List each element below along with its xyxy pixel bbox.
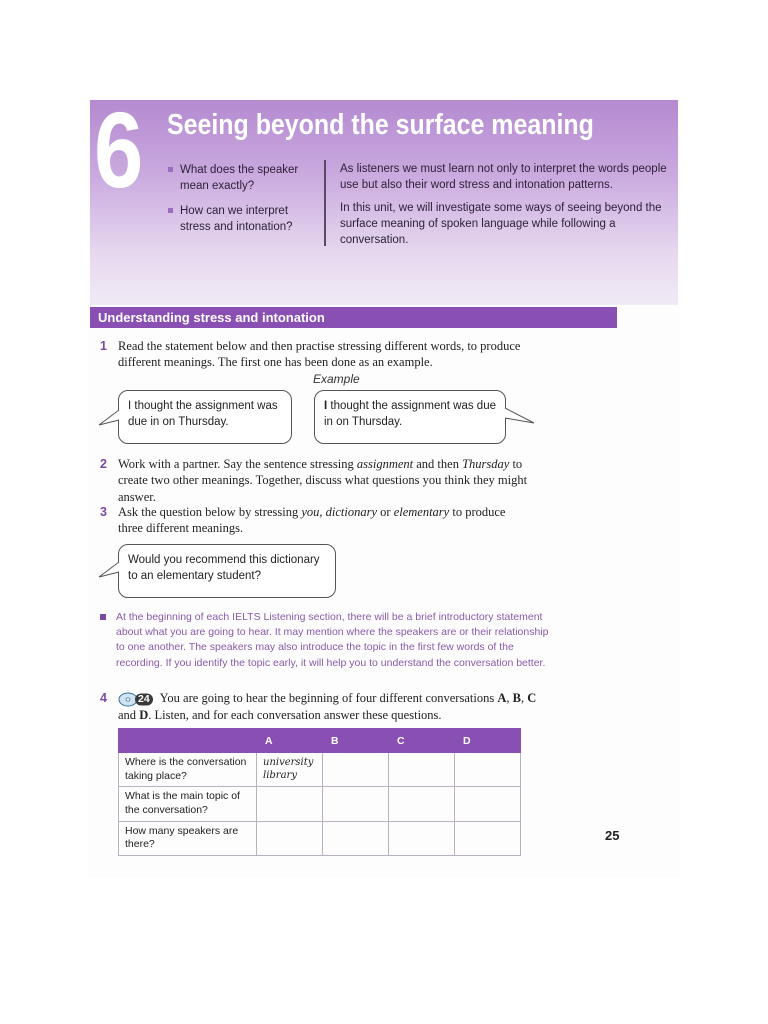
task-text: Ask the question below by stressing you, dictionary or elementary to produce three different meanings. (118, 505, 506, 536)
bullet-icon (168, 208, 173, 213)
header-divider (324, 160, 326, 246)
tip-square-icon (100, 614, 106, 620)
task-text: Work with a partner. Say the sentence stressing assignment and then Thursday to create two other meanings. Together, discuss what questions you think they might answer. (118, 457, 528, 504)
unit-number: 6 (94, 89, 140, 210)
column-header: D (455, 729, 521, 753)
unit-title: Seeing beyond the surface meaning (167, 109, 594, 141)
page-number: 25 (605, 828, 620, 843)
bubble-tail-icon (98, 560, 120, 580)
intro-paragraph: In this unit, we will investigate some ways of seeing beyond the surface meaning of spoken language while following a conversation. (340, 201, 662, 247)
unit-question: How can we interpret stress and intonation? (168, 203, 318, 235)
answer-table (118, 728, 521, 856)
answer-cell-a[interactable]: university library (257, 753, 323, 787)
task-text: Read the statement below and then practise stressing different words, to produce different meanings. The first one has been done as an example. (118, 339, 521, 370)
task-number: 3 (100, 505, 107, 519)
track-number: 24 (138, 692, 150, 705)
answer-cell-a[interactable] (257, 787, 323, 821)
column-header (119, 729, 257, 753)
question-cell: What is the main topic of the conversation? (119, 787, 257, 821)
speech-bubble-question: Would you recommend this dictionary to an elementary student? (118, 544, 336, 598)
speech-bubble-right: I thought the assignment was due in on Thursday. (314, 390, 506, 444)
answer-cell-b[interactable] (323, 821, 389, 855)
column-header: A (257, 729, 323, 753)
intro-paragraph: As listeners we must learn not only to interpret the words people use but also their word stress and intonation patterns. (340, 163, 667, 192)
task-4 (100, 690, 555, 723)
tip-text: At the beginning of each IELTS Listening section, there will be a brief introductory statement about what you are going to hear. It may mention where the speakers are or their relationship to one another. The speakers may also introduce the topic in the first few words of the recording. If you identify the topic early, it will help you to understand the conversation better. (116, 611, 549, 669)
unit-questions (168, 162, 318, 244)
answer-cell-c[interactable] (389, 753, 455, 787)
cd-track-icon[interactable] (118, 692, 154, 707)
answer-cell-d[interactable] (455, 787, 521, 821)
task-text: 24 You are going to hear the beginning of four different conversations A, B, C and D. Listen, and for each conversation answer these questions. (118, 691, 537, 722)
unit-question: What does the speaker mean exactly? (168, 162, 318, 194)
column-header: C (389, 729, 455, 753)
task-number: 4 (100, 691, 107, 705)
task-number: 2 (100, 457, 107, 471)
question-cell: How many speakers are there? (119, 821, 257, 855)
task-3 (100, 504, 530, 537)
bubble-tail-icon (98, 408, 120, 428)
task-1 (100, 338, 555, 371)
stressed-word: I (324, 400, 328, 412)
table-header-row (119, 729, 521, 753)
bubble-tail-icon (504, 406, 536, 428)
task-number: 1 (100, 339, 107, 353)
table-row (119, 821, 521, 855)
table-row (119, 787, 521, 821)
speech-bubble-left: I thought the assignment was due in on Thursday. (118, 390, 292, 444)
section-heading: Understanding stress and intonation (90, 307, 617, 328)
example-label: Example (313, 372, 360, 386)
task-2 (100, 456, 545, 505)
answer-cell-a[interactable] (257, 821, 323, 855)
unit-intro (340, 161, 670, 255)
answer-cell-b[interactable] (323, 787, 389, 821)
table-row (119, 753, 521, 787)
answer-cell-b[interactable] (323, 753, 389, 787)
answer-cell-c[interactable] (389, 787, 455, 821)
answer-cell-c[interactable] (389, 821, 455, 855)
answer-cell-d[interactable] (455, 753, 521, 787)
exam-tip (100, 610, 550, 671)
column-header: B (323, 729, 389, 753)
answer-cell-d[interactable] (455, 821, 521, 855)
bullet-icon (168, 167, 173, 172)
question-cell: Where is the conversation taking place? (119, 753, 257, 787)
